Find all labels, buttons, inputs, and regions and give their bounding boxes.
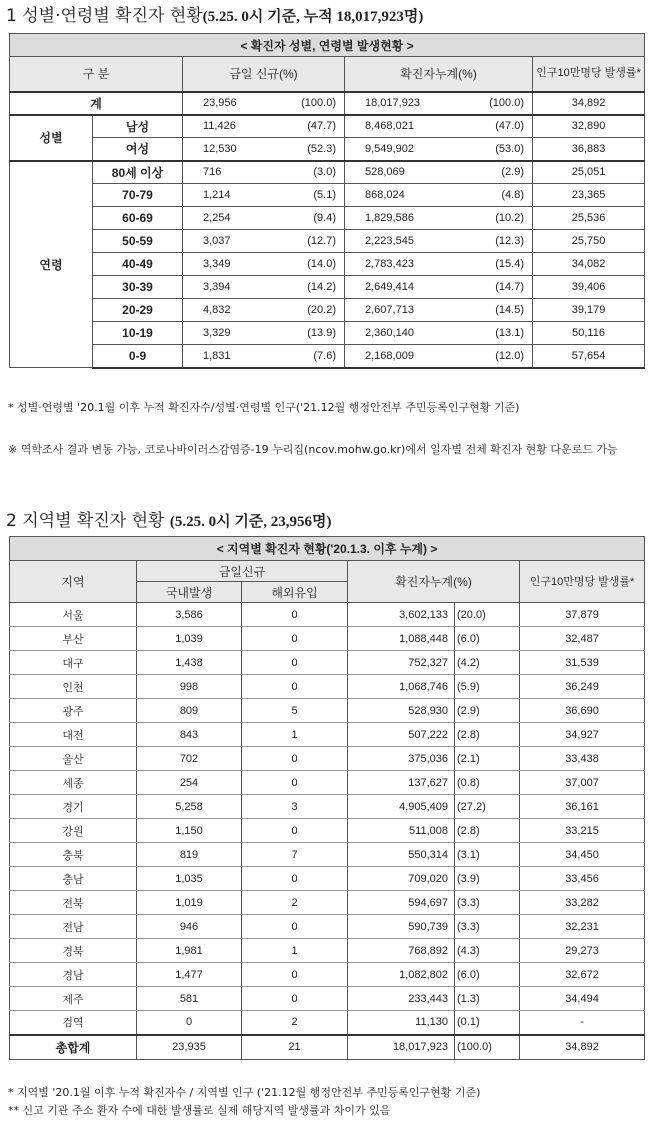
rate-value: 33,456 — [520, 867, 645, 891]
domestic-count: 1,477 — [137, 963, 242, 987]
overseas-header: 해외유입 — [242, 582, 348, 603]
cumulative-pct: (12.0) — [495, 349, 524, 362]
new-pct: (14.2) — [307, 281, 336, 293]
section2-number: 2 — [6, 511, 17, 531]
cumulative-pct: (27.2) — [455, 795, 520, 819]
age-label: 20-29 — [93, 299, 183, 322]
cumulative-pct: (2.9) — [455, 699, 520, 723]
region-name: 서울 — [10, 603, 137, 627]
region-rate-header: 인구10만명당 발생률* — [520, 561, 645, 603]
rate-value: 32,890 — [533, 115, 645, 138]
age-row — [10, 299, 645, 322]
domestic-count: 3,586 — [137, 603, 242, 627]
age-label: 80세 이상 — [93, 161, 183, 184]
rate-value: 23,365 — [533, 184, 645, 207]
cumulative-count: 868,024 — [365, 189, 405, 201]
region-row — [10, 915, 645, 939]
section2-note-2: ** 신고 기관 주소 환자 수에 대한 발생률로 실제 해당지역 발생률과 차이가 있음 — [8, 1104, 391, 1117]
cumulative-pct: (6.0) — [455, 627, 520, 651]
region-caption: < 지역별 확진자 현황('20.1.3. 이후 누계) > — [10, 537, 645, 561]
age-row — [10, 253, 645, 276]
cumulative-count: 2,360,140 — [365, 327, 414, 339]
domestic-count: 5,258 — [137, 795, 242, 819]
rate-value: 33,282 — [520, 891, 645, 915]
age-label: 30-39 — [93, 276, 183, 299]
region-row — [10, 699, 645, 723]
section2-note-1: * 지역별 '20.1월 이후 누적 확진자수 / 지역별 인구 ('21.12월 행정안전부 주민등록인구현황 기준) — [8, 1086, 481, 1099]
new-count: 11,426 — [203, 120, 236, 133]
overseas-count: 0 — [242, 675, 348, 699]
region-header: 지역 — [10, 561, 137, 603]
age-row — [10, 276, 645, 299]
total-label: 계 — [10, 92, 183, 115]
cumulative-count: 1,088,448 — [348, 627, 455, 651]
cumulative-count: 1,082,802 — [348, 963, 455, 987]
region-table — [9, 536, 645, 1060]
region-total-overseas: 21 — [242, 1035, 348, 1060]
age-group-label: 연령 — [10, 161, 93, 368]
cumulative-count: 550,314 — [348, 843, 455, 867]
cumulative-count: 511,008 — [348, 819, 455, 843]
cumulative-pct: (3.3) — [455, 891, 520, 915]
section2-subtitle: (5.25. 0시 기준, 23,956명) — [169, 514, 332, 530]
cumulative-pct: (14.5) — [495, 304, 524, 316]
region-name: 전북 — [10, 891, 137, 915]
rate-value: 36,249 — [520, 675, 645, 699]
region-row — [10, 603, 645, 627]
region-total-label: 총합계 — [10, 1035, 137, 1060]
age-row — [10, 322, 645, 345]
region-row — [10, 963, 645, 987]
rate-value: 36,690 — [520, 699, 645, 723]
cumulative-pct: (2.8) — [455, 723, 520, 747]
region-total-cum: 18,017,923 — [348, 1035, 455, 1060]
rate-value: 34,450 — [520, 843, 645, 867]
cumulative-count: 507,222 — [348, 723, 455, 747]
cumulative-pct: (0.1) — [455, 1011, 520, 1035]
domestic-count: 254 — [137, 771, 242, 795]
domestic-count: 1,019 — [137, 891, 242, 915]
cumulative-count: 1,829,586 — [365, 212, 414, 224]
cumulative-pct: (0.8) — [455, 771, 520, 795]
rate-value: 50,116 — [533, 322, 645, 345]
region-row — [10, 867, 645, 891]
domestic-count: 1,039 — [137, 627, 242, 651]
total-rate: 34,892 — [533, 92, 645, 115]
overseas-count: 0 — [242, 627, 348, 651]
domestic-count: 1,438 — [137, 651, 242, 675]
region-name: 제주 — [10, 987, 137, 1011]
region-name: 충남 — [10, 867, 137, 891]
cumulative-count: 2,168,009 — [365, 349, 414, 362]
new-pct: (47.7) — [307, 120, 336, 133]
cumulative-pct: (2.1) — [455, 747, 520, 771]
region-row — [10, 1011, 645, 1035]
overseas-count: 2 — [242, 1011, 348, 1035]
age-row — [10, 345, 645, 368]
new-count: 1,214 — [203, 189, 231, 201]
cumulative-count: 2,649,414 — [365, 281, 414, 293]
age-row — [10, 230, 645, 253]
region-name: 울산 — [10, 747, 137, 771]
region-name: 경북 — [10, 939, 137, 963]
domestic-count: 702 — [137, 747, 242, 771]
total-cum: 18,017,923 — [365, 97, 421, 109]
section1-note-1: * 성별·연령별 '20.1월 이후 누적 확진자수/성별·연령별 인구('21.12월 행정안전부 주민등록인구현황 기준) — [8, 401, 520, 414]
region-name: 인천 — [10, 675, 137, 699]
cumulative-pct: (20.0) — [455, 603, 520, 627]
sex-age-table — [9, 33, 645, 369]
domestic-count: 1,150 — [137, 819, 242, 843]
cumulative-count: 1,068,746 — [348, 675, 455, 699]
rate-value: 32,487 — [520, 627, 645, 651]
cumulative-count: 528,930 — [348, 699, 455, 723]
age-label: 50-59 — [93, 230, 183, 253]
region-cumulative-header: 확진자누계(%) — [348, 561, 520, 603]
region-row — [10, 843, 645, 867]
new-pct: (9.4) — [313, 212, 336, 224]
cumulative-count: 3,602,133 — [348, 603, 455, 627]
cumulative-count: 2,223,545 — [365, 235, 414, 247]
cumulative-pct: (4.8) — [501, 189, 524, 201]
overseas-count: 0 — [242, 915, 348, 939]
new-pct: (12.7) — [307, 235, 336, 247]
overseas-count: 5 — [242, 699, 348, 723]
rate-value: 32,231 — [520, 915, 645, 939]
cumulative-count: 137,627 — [348, 771, 455, 795]
domestic-count: 809 — [137, 699, 242, 723]
domestic-count: 843 — [137, 723, 242, 747]
domestic-count: 0 — [137, 1011, 242, 1035]
sex-group-label: 성별 — [10, 115, 93, 161]
cumulative-count: 590,739 — [348, 915, 455, 939]
cumulative-pct: (5.9) — [455, 675, 520, 699]
region-row — [10, 627, 645, 651]
age-row — [10, 161, 645, 184]
cumulative-pct: (15.4) — [495, 258, 524, 270]
cumulative-pct: (53.0) — [495, 142, 524, 155]
new-count: 12,530 — [203, 142, 237, 155]
domestic-header: 국내발생 — [137, 582, 242, 603]
age-row — [10, 207, 645, 230]
cumulative-pct: (3.9) — [455, 867, 520, 891]
rate-value: 34,927 — [520, 723, 645, 747]
cumulative-count: 768,892 — [348, 939, 455, 963]
domestic-count: 946 — [137, 915, 242, 939]
rate-value: 34,082 — [533, 253, 645, 276]
age-label: 0-9 — [93, 345, 183, 368]
cumulative-pct: (1.3) — [455, 987, 520, 1011]
new-count: 716 — [203, 166, 222, 179]
region-name: 강원 — [10, 819, 137, 843]
cumulative-pct: (2.8) — [455, 819, 520, 843]
cumulative-pct: (6.0) — [455, 963, 520, 987]
rate-value: 57,654 — [533, 345, 645, 368]
overseas-count: 1 — [242, 723, 348, 747]
cumulative-count: 9,549,902 — [365, 142, 414, 155]
region-name: 세종 — [10, 771, 137, 795]
region-name: 전남 — [10, 915, 137, 939]
region-name: 경기 — [10, 795, 137, 819]
new-count: 3,329 — [203, 327, 231, 339]
sex-label: 남성 — [93, 115, 183, 138]
region-row — [10, 675, 645, 699]
rate-value: 32,672 — [520, 963, 645, 987]
region-name: 경남 — [10, 963, 137, 987]
today-new-header: 금일신규 — [137, 561, 348, 582]
sex-row — [10, 138, 645, 161]
rate-value: 25,051 — [533, 161, 645, 184]
rate-value: 33,215 — [520, 819, 645, 843]
new-cases-header: 금일 신규(%) — [183, 57, 345, 92]
section2-title: 지역별 확진자 현황 — [22, 511, 165, 531]
overseas-count: 2 — [242, 891, 348, 915]
rate-value: 29,273 — [520, 939, 645, 963]
domestic-count: 819 — [137, 843, 242, 867]
section1-title: 성별·연령별 확진자 현황 — [22, 6, 203, 26]
new-count: 4,832 — [203, 304, 231, 316]
rate-value: 36,161 — [520, 795, 645, 819]
domestic-count: 1,035 — [137, 867, 242, 891]
region-name: 충북 — [10, 843, 137, 867]
age-label: 40-49 — [93, 253, 183, 276]
cumulative-count: 2,783,423 — [365, 258, 414, 270]
cumulative-pct: (4.2) — [455, 651, 520, 675]
new-pct: (13.9) — [307, 327, 336, 339]
cumulative-count: 375,036 — [348, 747, 455, 771]
region-row — [10, 987, 645, 1011]
cumulative-count: 752,327 — [348, 651, 455, 675]
region-total-rate: 34,892 — [520, 1035, 645, 1060]
overseas-count: 7 — [242, 843, 348, 867]
domestic-count: 998 — [137, 675, 242, 699]
region-name: 대구 — [10, 651, 137, 675]
new-pct: (52.3) — [307, 142, 336, 155]
rate-value: 39,406 — [533, 276, 645, 299]
new-pct: (7.6) — [313, 349, 336, 362]
total-cum-pct: (100.0) — [489, 97, 524, 109]
age-label: 10-19 — [93, 322, 183, 345]
overseas-count: 0 — [242, 747, 348, 771]
region-name: 대전 — [10, 723, 137, 747]
sex-age-caption: < 확진자 성별, 연령별 발생현황 > — [10, 34, 645, 57]
age-row — [10, 184, 645, 207]
rate-header: 인구10만명당 발생률* — [533, 57, 645, 92]
region-row — [10, 795, 645, 819]
cumulative-pct: (12.3) — [495, 235, 524, 247]
cumulative-pct: (47.0) — [495, 120, 524, 133]
section1-number: 1 — [6, 6, 17, 26]
overseas-count: 3 — [242, 795, 348, 819]
new-count: 3,394 — [203, 281, 231, 293]
new-count: 3,037 — [203, 235, 231, 247]
domestic-count: 1,981 — [137, 939, 242, 963]
cumulative-pct: (3.1) — [455, 843, 520, 867]
cumulative-pct: (4.3) — [455, 939, 520, 963]
rate-value: 37,007 — [520, 771, 645, 795]
rate-value: 31,539 — [520, 651, 645, 675]
domestic-count: 581 — [137, 987, 242, 1011]
new-pct: (20.2) — [307, 304, 336, 316]
section1-subtitle: (5.25. 0시 기준, 누적 18,017,923명) — [202, 9, 424, 25]
rate-value: 39,179 — [533, 299, 645, 322]
new-pct: (14.0) — [307, 258, 336, 270]
region-row — [10, 819, 645, 843]
cumulative-pct: (14.7) — [495, 281, 524, 293]
cumulative-count: 233,443 — [348, 987, 455, 1011]
new-count: 3,349 — [203, 258, 231, 270]
cumulative-pct: (13.1) — [495, 327, 524, 339]
region-row — [10, 939, 645, 963]
cumulative-count: 4,905,409 — [348, 795, 455, 819]
sex-row — [10, 115, 645, 138]
cumulative-pct: (2.9) — [501, 166, 524, 179]
region-row — [10, 891, 645, 915]
age-label: 60-69 — [93, 207, 183, 230]
sex-label: 여성 — [93, 138, 183, 161]
overseas-count: 0 — [242, 771, 348, 795]
region-row — [10, 651, 645, 675]
new-pct: (3.0) — [313, 166, 336, 179]
cumulative-count: 594,697 — [348, 891, 455, 915]
new-pct: (5.1) — [313, 189, 336, 201]
total-new-pct: (100.0) — [301, 97, 336, 109]
region-row — [10, 723, 645, 747]
cumulative-count: 8,468,021 — [365, 120, 414, 133]
region-row — [10, 771, 645, 795]
total-new: 23,956 — [203, 97, 237, 109]
overseas-count: 0 — [242, 819, 348, 843]
cumulative-count: 2,607,713 — [365, 304, 414, 316]
cumulative-count: 709,020 — [348, 867, 455, 891]
overseas-count: 1 — [242, 939, 348, 963]
region-total-pct: (100.0) — [455, 1035, 520, 1060]
cumulative-header: 확진자누계(%) — [345, 57, 533, 92]
overseas-count: 0 — [242, 987, 348, 1011]
overseas-count: 0 — [242, 867, 348, 891]
total-row — [10, 92, 645, 115]
new-count: 2,254 — [203, 212, 231, 224]
rate-value: 34,494 — [520, 987, 645, 1011]
section2-heading — [6, 510, 332, 533]
rate-value: 25,750 — [533, 230, 645, 253]
cumulative-count: 528,069 — [365, 166, 405, 179]
region-name: 부산 — [10, 627, 137, 651]
cumulative-pct: (3.3) — [455, 915, 520, 939]
cumulative-pct: (10.2) — [495, 212, 524, 224]
rate-value: 33,438 — [520, 747, 645, 771]
overseas-count: 0 — [242, 963, 348, 987]
rate-value: - — [520, 1011, 645, 1035]
category-header: 구 분 — [10, 57, 183, 92]
new-count: 1,831 — [203, 349, 231, 362]
section1-heading — [6, 5, 423, 28]
region-name: 검역 — [10, 1011, 137, 1035]
rate-value: 37,879 — [520, 603, 645, 627]
region-row — [10, 747, 645, 771]
region-total-row — [10, 1035, 645, 1060]
region-total-domestic: 23,935 — [137, 1035, 242, 1060]
cumulative-count: 11,130 — [348, 1011, 455, 1035]
overseas-count: 0 — [242, 603, 348, 627]
rate-value: 25,536 — [533, 207, 645, 230]
age-label: 70-79 — [93, 184, 183, 207]
overseas-count: 0 — [242, 651, 348, 675]
section1-note-2: ※ 역학조사 결과 변동 가능, 코로나바이러스감염증-19 누리집(ncov.mohw.go.kr)에서 일자별 전체 확진자 현황 다운로드 가능 — [8, 443, 618, 456]
region-name: 광주 — [10, 699, 137, 723]
rate-value: 36,883 — [533, 138, 645, 161]
